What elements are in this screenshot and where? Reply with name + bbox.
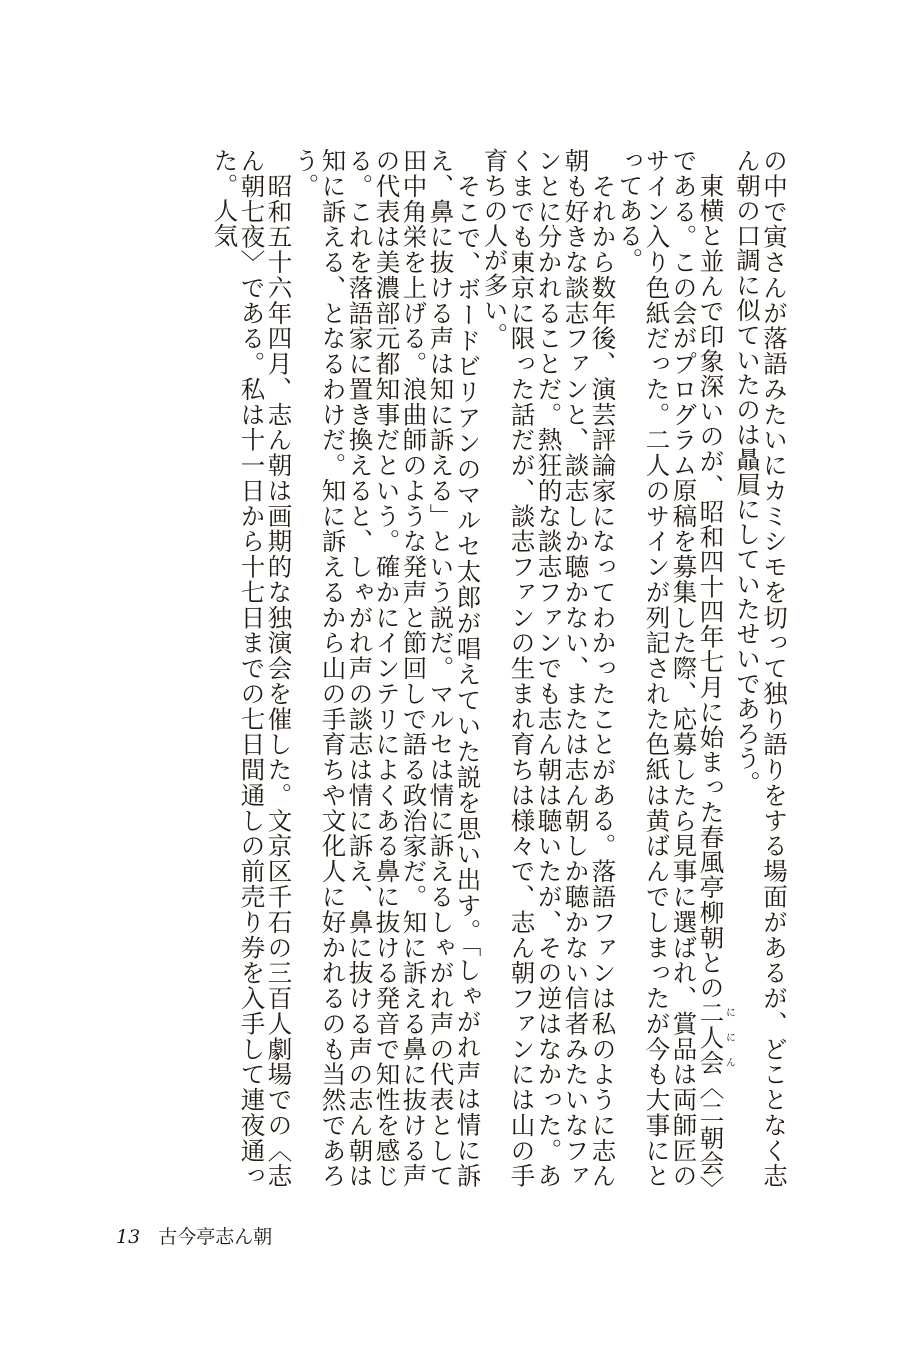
body-text	[112, 148, 788, 1188]
paragraph-2-text: 東横と並んで印象深いのが、昭和四十四年七月に始まった春風亭柳朝との二人会ににん〈二朝会〉である。この会がプログラム原稿を募集した際、応募したら見事に選ばれ、賞品は両師匠のサイン入り色紙だった。二人のサインが列記された色紙は黄ばんでしまったが今も大事にとってある。	[615, 148, 735, 1189]
paragraph-4: そこで、ボードビリアンのマルセ太郎が唱えていた説を思い出す。「しゃがれ声は情に訴え、鼻に抜ける声は知に訴える」という説だ。マルセは情に訴えるしゃがれ声の代表として田中角栄を上げる。浪曲師のような発声と節回しで語る政治家だ。知に訴える鼻に抜ける声の代表は美濃部元都知事だという。確かにインテリによくある鼻に抜ける発音で知性を感じる。これを落語家に置き換えると、しゃがれ声の談志は情に訴え、鼻に抜ける声の志ん朝は知に訴える、となるわけだ。知に訴えるから山の手育ちや文化人に好かれるのも当然であろう。	[291, 148, 483, 1188]
paragraph-3: それから数年後、演芸評論家になってわかったことがある。落語ファンは私のように志ん朝も好きな談志ファンと、談志しか聴かない、または志ん朝しか聴かない信者みたいなファンとに分かれることだ。熱狂的な談志ファンでも志ん朝は聴いたが、その逆はなかった。あくまでも東京に限った話だが、談志ファンの生まれ育ちは様々で、志ん朝ファンには山の手育ちの人が多い。	[480, 148, 618, 1188]
ruby-annotation: 二人会ににん	[696, 999, 735, 1076]
page-number: 13	[116, 1226, 141, 1248]
running-title: 古今亭志ん朝	[158, 1226, 273, 1248]
ruby-reading: ににん	[723, 999, 735, 1075]
paragraph-2	[617, 148, 735, 1188]
page-footer	[116, 1222, 272, 1249]
paragraph-5: 昭和五十六年四月、志ん朝は画期的な独演会を催した。文京区千石の三百人劇場での〈志ん朝七夜〉である。私は十一日から十七日までの七日間通しの前売り券を入手して連夜通った。人気	[210, 148, 294, 1188]
paragraph-1: の中で寅さんが落語みたいにカミシモを切って独り語りをする場面があるが、どことなく志ん朝の口調に似ていたのは贔屓にしていたせいであろう。	[733, 148, 789, 1188]
